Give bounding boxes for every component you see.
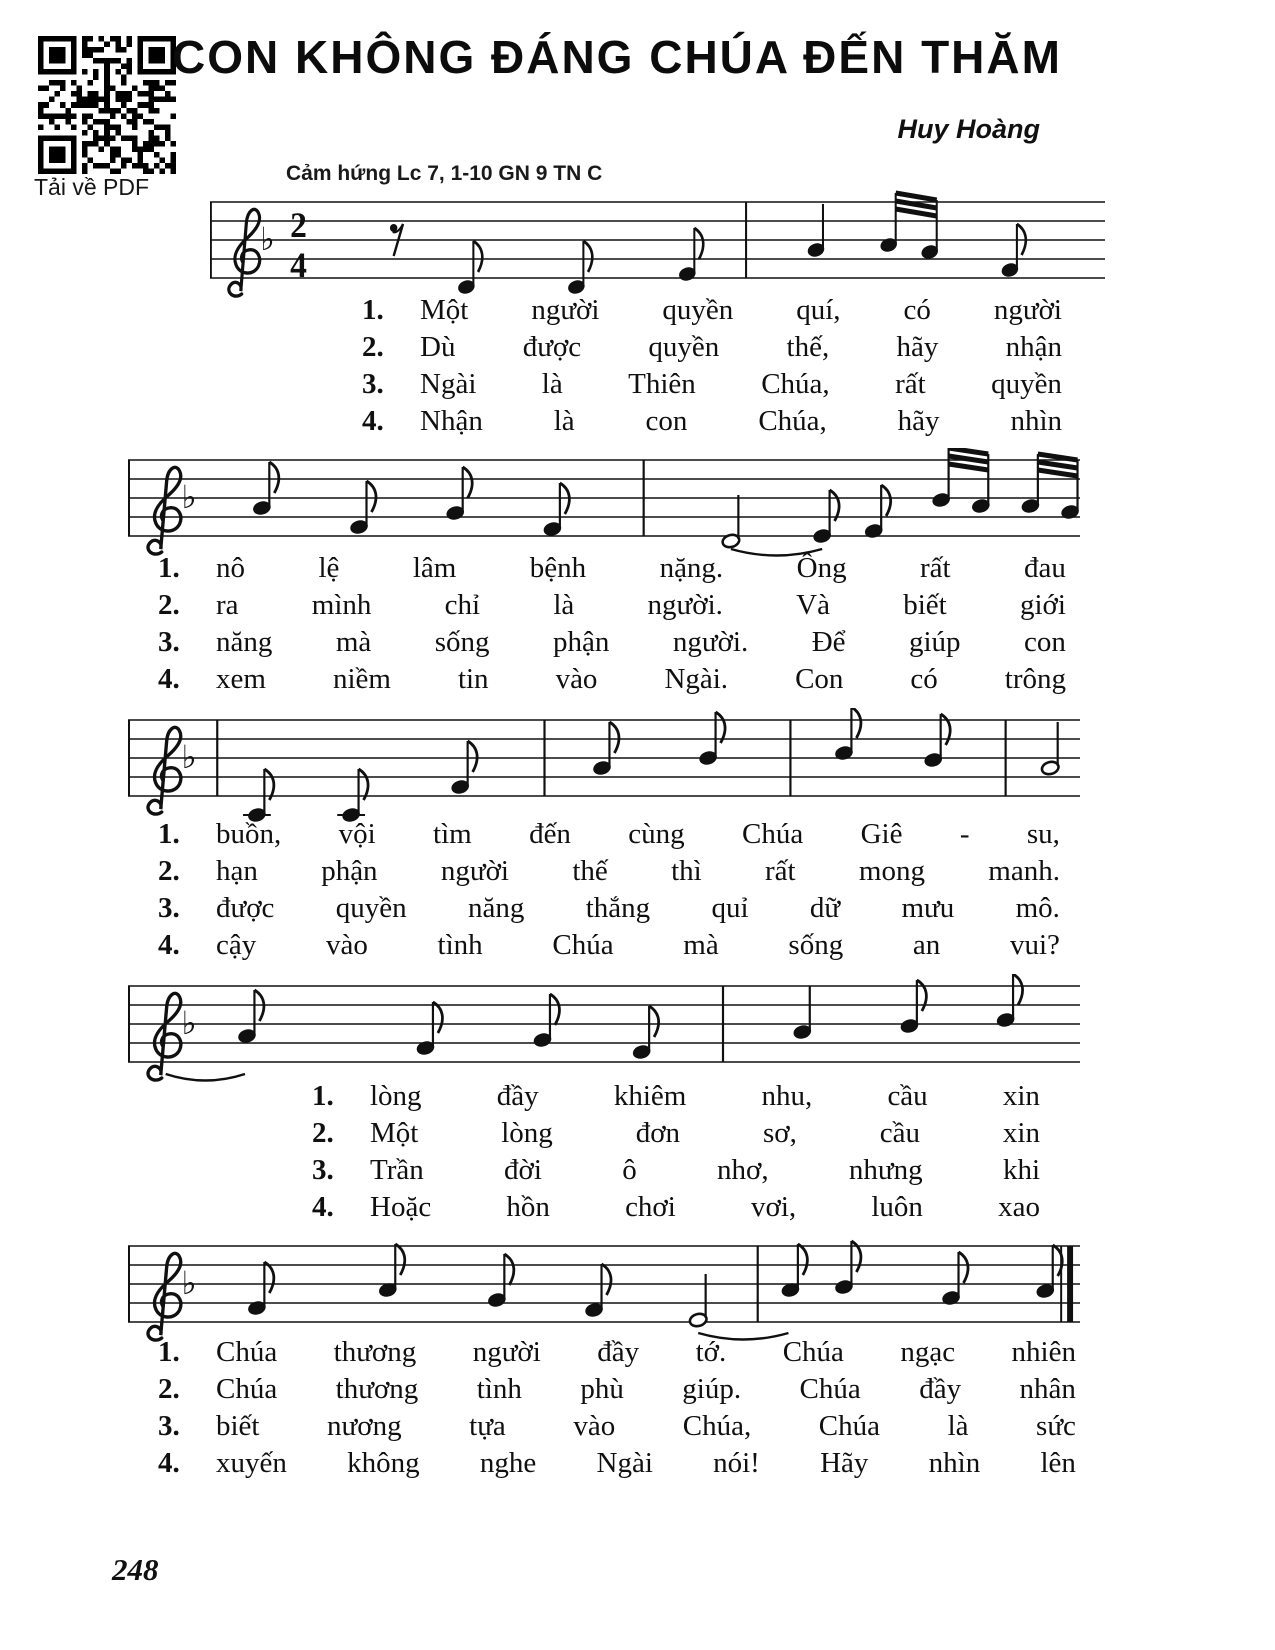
verse-number: 4. [158,663,180,695]
verse-number: 3. [158,626,180,658]
lyric-word: Ngài [596,1447,653,1479]
lyric-word: buồn, [216,818,282,850]
lyric-word: nhưng [848,1154,923,1186]
lyric-word: chơi [625,1191,676,1223]
lyric-word: thì [671,855,702,887]
lyric-word: rất [895,368,926,400]
svg-text:2: 2 [290,204,307,246]
lyric-word: Hãy [820,1447,869,1479]
verse-number: 2. [158,855,180,887]
lyric-word: vui? [1010,929,1060,961]
verse-line [158,1334,1076,1371]
lyric-word: thế, [786,331,830,363]
verse-block-1 [362,292,1062,440]
verse-number: 1. [158,818,180,850]
lyric-word: giúp. [682,1373,742,1405]
lyric-word: Chúa [216,1336,278,1368]
verse-line [362,329,1062,366]
lyric-word: Chúa [552,929,614,961]
lyric-word: bệnh [529,552,587,584]
verse-block-5 [158,1334,1076,1482]
lyric-word: lòng [501,1117,553,1149]
lyric-word: cậy [216,929,257,961]
lyric-word: mưu [901,892,955,924]
lyric-word: đau [1024,552,1066,584]
lyric-word: hồn [506,1191,550,1223]
lyric-word: sống [434,626,490,658]
lyric-word: Giê [860,818,903,850]
verse-line [362,366,1062,403]
lyric-word: có [910,663,938,695]
lyric-word: khi [1002,1154,1040,1186]
lyric-word: người [440,855,509,887]
qr-code-image [38,36,176,174]
lyric-word: tựa [469,1410,506,1442]
lyric-word: nhiên [1011,1336,1076,1368]
lyric-word: con [1024,626,1066,658]
lyric-word: là [553,589,575,621]
lyric-word: mong [858,855,925,887]
lyric-word: sức [1036,1410,1076,1442]
lyric-word: Ông [796,552,847,584]
lyric-word: mà [683,929,719,961]
verse-number: 2. [158,589,180,621]
lyric-word: xao [998,1191,1040,1223]
lyric-word: người [993,294,1062,326]
svg-text:♭: ♭ [181,1005,197,1042]
verse-number: 1. [158,1336,180,1368]
lyric-word: đầy [496,1080,539,1112]
lyric-word: mình [311,589,372,621]
lyric-word: đời [504,1154,542,1186]
lyric-word: vơi, [751,1191,797,1223]
staff-4-notation [128,974,1080,1092]
qr-code[interactable] [38,36,176,174]
lyric-word: dữ [809,892,841,924]
lyric-word: mô. [1015,892,1060,924]
lyric-word: tình [437,929,483,961]
lyric-word: thương [335,1373,419,1405]
music-staff-2 [128,448,1080,566]
lyric-word: rất [765,855,796,887]
verse-number: 4. [158,929,180,961]
lyric-word: - [959,818,970,850]
svg-text:♭: ♭ [181,739,197,776]
lyric-word: quyền [662,294,734,326]
lyric-word: phận [553,626,610,658]
lyric-word: nhơ, [717,1154,769,1186]
lyric-word: thắng [585,892,651,924]
lyric-word: vào [325,929,368,961]
verse-line [158,550,1066,587]
verse-number: 1. [158,552,180,584]
verse-line [158,661,1066,698]
verse-block-3 [158,816,1060,964]
qr-download-link[interactable]: Tải về PDF [34,174,150,200]
lyric-word: Ngài [420,368,477,400]
lyric-word: giúp [909,626,961,658]
lyric-word: hãy [897,405,940,437]
lyric-word: niềm [332,663,391,695]
lyric-word: phận [321,855,378,887]
lyric-word: sơ, [762,1117,797,1149]
verse-line [362,403,1062,440]
verse-line [158,1408,1076,1445]
lyric-word: hãy [896,331,939,363]
lyric-word: manh. [988,855,1060,887]
verse-number: 1. [312,1080,334,1112]
song-title: CON KHÔNG ĐÁNG CHÚA ĐẾN THĂM [172,31,1062,83]
lyric-word: trông [1004,663,1066,695]
lyric-word: lâm [412,552,457,584]
lyric-word: Thiên [628,368,696,400]
music-staff-1 [210,190,1105,308]
lyric-word: Một [370,1117,419,1149]
music-staff-4 [128,974,1080,1092]
lyric-word: chỉ [444,589,481,621]
verse-number: 2. [158,1373,180,1405]
lyric-word: người. [672,626,749,658]
lyric-word: Và [796,589,830,621]
song-author: Huy Hoàng [897,114,1040,144]
verse-line [312,1152,1040,1189]
lyric-word: su, [1026,818,1060,850]
lyric-word: con [645,405,688,437]
lyric-word: nặng. [659,552,724,584]
lyric-word: người. [647,589,723,621]
staff-3-notation [128,708,1080,826]
lyric-word: ngạc [900,1336,956,1368]
lyric-word: ô [622,1154,637,1186]
lyric-word: năng [468,892,525,924]
lyric-word: đầy [597,1336,640,1368]
lyric-word: Chúa, [682,1410,752,1442]
verse-number: 4. [312,1191,334,1223]
lyric-word: tìm [433,818,472,850]
lyric-word: tin [457,663,489,695]
lyric-word: cầu [879,1117,920,1149]
lyric-word: nhận [1005,331,1062,363]
verse-number: 2. [362,331,384,363]
verse-line [158,1445,1076,1482]
lyric-word: biết [903,589,947,621]
lyric-word: thế [572,855,608,887]
lyric-word: nô [216,552,245,584]
verse-line [312,1115,1040,1152]
verse-block-2 [158,550,1066,698]
lyric-word: được [216,892,275,924]
lyric-word: luôn [871,1191,923,1223]
lyric-word: vào [555,663,598,695]
lyric-word: cùng [628,818,685,850]
verse-line [158,890,1060,927]
lyric-word: biết [216,1410,260,1442]
verse-line [158,587,1066,624]
verse-line [362,292,1062,329]
verse-number: 3. [312,1154,334,1186]
lyric-word: khiêm [613,1080,687,1112]
lyric-word: có [903,294,931,326]
lyric-word: là [541,368,563,400]
verse-number: 1. [362,294,384,326]
staff-2-notation [128,448,1080,566]
lyric-word: phù [580,1373,624,1405]
lyric-word: nương [327,1410,402,1442]
verse-line [158,624,1066,661]
lyric-word: rất [920,552,951,584]
lyric-word: đầy [919,1373,962,1405]
lyric-word: thương [333,1336,417,1368]
lyric-word: năng [216,626,273,658]
lyric-word: sống [788,929,844,961]
lyric-word: là [947,1410,969,1442]
page-number: 248 [112,1552,159,1587]
lyric-word: vội [338,818,376,850]
verse-number: 4. [362,405,384,437]
verse-number: 4. [158,1447,180,1479]
lyric-word: không [347,1447,420,1479]
lyric-word: Chúa [818,1410,881,1442]
lyric-word: Con [795,663,844,695]
verse-line [158,816,1060,853]
music-staff-3 [128,708,1080,826]
svg-text:♭: ♭ [181,479,197,516]
lyric-word: hạn [216,855,258,887]
lyric-word: Chúa [782,1336,844,1368]
lyric-word: đơn [635,1117,681,1149]
lyric-word: tình [476,1373,522,1405]
verse-line [158,927,1060,964]
lyric-word: Dù [420,331,456,363]
lyric-word: nhìn [1010,405,1062,437]
lyric-word: Chúa, [758,405,827,437]
lyric-word: được [522,331,582,363]
lyric-word: quyền [648,331,720,363]
verse-number: 3. [158,892,180,924]
lyric-word: quí, [796,294,841,326]
lyric-word: cầu [887,1080,928,1112]
lyric-word: xin [1002,1080,1040,1112]
lyric-word: giới [1019,589,1066,621]
lyric-word: xuyến [216,1447,287,1479]
lyric-word: người [472,1336,541,1368]
lyric-word: Ngài. [664,663,729,695]
lyric-word: người [531,294,600,326]
verse-line [158,853,1060,890]
svg-text:4: 4 [290,244,307,286]
lyric-word: an [912,929,941,961]
verse-number: 3. [158,1410,180,1442]
lyric-word: là [553,405,575,437]
lyric-word: quỉ [711,892,749,924]
lyric-word: vào [573,1410,616,1442]
lyric-word: tớ. [695,1336,727,1368]
verse-block-4 [312,1078,1040,1226]
lyric-word: Trần [370,1154,424,1186]
lyric-word: nhân [1019,1373,1076,1405]
lyric-word: Chúa [799,1373,861,1405]
lyric-word: Chúa [216,1373,278,1405]
inspiration-note: Cảm hứng Lc 7, 1-10 GN 9 TN C [286,162,603,185]
lyric-word: Chúa [742,818,804,850]
lyric-word: xem [216,663,266,695]
verse-number: 3. [362,368,384,400]
lyric-word: Chúa, [761,368,830,400]
svg-text:♭: ♭ [181,1265,197,1302]
lyric-word: lệ [318,552,340,584]
staff-1-notation [210,190,1105,308]
verse-line [312,1189,1040,1226]
lyric-word: lên [1040,1447,1076,1479]
lyric-word: quyền [991,368,1062,400]
verse-number: 2. [312,1117,334,1149]
lyric-word: mà [335,626,372,658]
lyric-word: ra [216,589,239,621]
svg-text:♭: ♭ [260,221,275,258]
lyric-word: xin [1002,1117,1040,1149]
lyric-word: nghe [479,1447,537,1479]
lyric-word: lòng [370,1080,422,1112]
lyric-word: nói! [713,1447,760,1479]
verse-line [158,1371,1076,1408]
lyric-word: đến [529,818,571,850]
verse-line [312,1078,1040,1115]
lyric-word: nhìn [928,1447,981,1479]
lyric-word: Nhận [420,405,483,437]
lyric-word: nhu, [761,1080,813,1112]
lyric-word: Một [420,294,469,326]
lyric-word: quyền [335,892,407,924]
lyric-word: Hoặc [370,1191,432,1223]
lyric-word: Để [811,626,846,658]
